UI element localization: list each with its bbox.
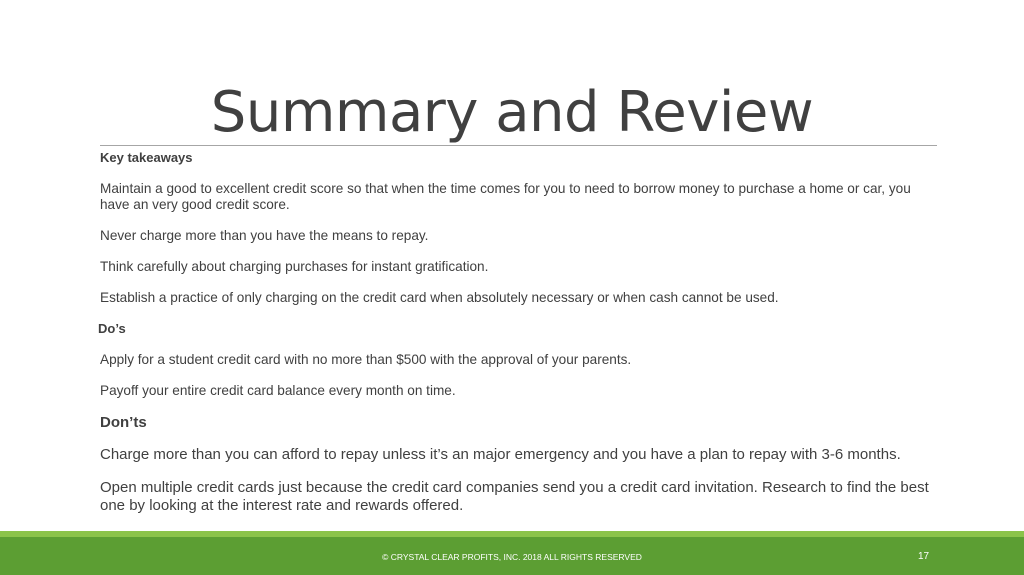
takeaway-item: Think carefully about charging purchases for instant gratification. bbox=[100, 259, 489, 274]
dos-heading: Do’s bbox=[98, 321, 126, 336]
donts-item: Open multiple credit cards just because the credit card companies send you a credit card invitation. Research to find the best one by looking at the interest rate and rewards offered. bbox=[100, 479, 929, 514]
takeaway-item: Maintain a good to excellent credit score so that when the time comes for you to need to borrow money to purchase a home or car, you have an very good credit score. bbox=[100, 181, 911, 212]
title-divider bbox=[100, 145, 937, 146]
slide-title: Summary and Review bbox=[210, 80, 814, 145]
page-number: 17 bbox=[918, 551, 930, 562]
donts-heading: Don’ts bbox=[100, 414, 147, 431]
footer-copyright: © CRYSTAL CLEAR PROFITS, INC. 2018 ALL RIGHTS RESERVED bbox=[382, 552, 642, 562]
takeaway-item: Establish a practice of only charging on the credit card when absolutely necessary or when cash cannot be used. bbox=[100, 290, 779, 305]
donts-item: Charge more than you can afford to repay unless it’s an major emergency and you have a plan to repay with 3-6 months. bbox=[100, 446, 901, 463]
key-takeaways-heading: Key takeaways bbox=[100, 150, 193, 165]
dos-item: Apply for a student credit card with no more than $500 with the approval of your parents. bbox=[100, 352, 632, 367]
takeaway-item: Never charge more than you have the means to repay. bbox=[100, 228, 429, 243]
dos-item: Payoff your entire credit card balance every month on time. bbox=[100, 383, 456, 398]
